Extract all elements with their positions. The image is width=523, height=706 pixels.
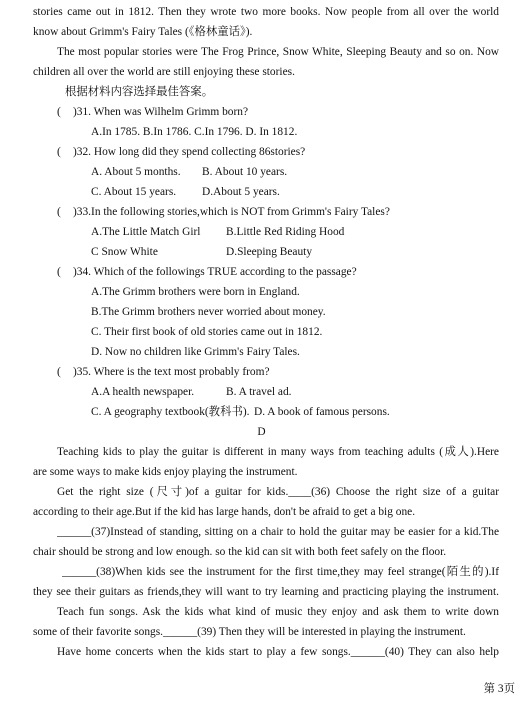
option-text[interactable]: A.In 1785. B.In 1786. C.In 1796. D. In 1812.: [91, 126, 298, 138]
passage-line: The most popular stories were The Frog Prince, Snow White, Sleeping Beauty and so on. Now: [57, 46, 499, 58]
passage-line: Have home concerts when the kids start to play a few songs.______(40) They can also help: [57, 646, 499, 658]
question-stem: )31. When was Wilhelm Grimm born?: [73, 106, 249, 118]
option-text[interactable]: A.The Little Match Girl: [91, 226, 201, 238]
passage-line: some of their favorite songs.______(39) Then they will be interested in playing the instrument.: [33, 626, 466, 638]
passage-line: Get the right size (尺寸)of a guitar for kids.____(36) Choose the right size of a guitar: [57, 486, 499, 498]
answer-paren[interactable]: (: [57, 206, 61, 218]
option-text[interactable]: C Snow White: [91, 246, 158, 258]
passage-line: know about Grimm's Fairy Tales (《格林童话》).: [33, 26, 253, 38]
passage-line: Teach fun songs. Ask the kids what kind of music they enjoy and ask them to write down: [57, 606, 499, 618]
passage-line: are some ways to make kids enjoy playing the instrument.: [33, 466, 298, 478]
passage-line: children all over the world are still enjoying these stories.: [33, 66, 295, 78]
passage-line: Teaching kids to play the guitar is different in many ways from teaching adults (成人).Here: [57, 446, 499, 458]
answer-paren[interactable]: (: [57, 106, 61, 118]
section-heading: D: [257, 426, 266, 438]
option-text[interactable]: D.About 5 years.: [202, 186, 280, 198]
question-stem: )35. Where is the text most probably from?: [73, 366, 270, 378]
option-text[interactable]: B. About 10 years.: [202, 166, 288, 178]
option-text[interactable]: A.A health newspaper.: [91, 386, 195, 398]
option-text[interactable]: D.Sleeping Beauty: [226, 246, 313, 258]
option-text[interactable]: B. A travel ad.: [226, 386, 292, 398]
instruction-text: 根据材料内容选择最佳答案。: [65, 86, 214, 98]
option-text[interactable]: D. Now no children like Grimm's Fairy Tales.: [91, 346, 300, 358]
answer-paren[interactable]: (: [57, 366, 61, 378]
passage-line: ______(37)Instead of standing, sitting on a chair to hold the guitar may be easier for a kid.The: [57, 526, 499, 538]
passage-line: they see their guitars as friends,they will want to try learning and practicing playing the instrument.: [33, 586, 499, 598]
question-stem: )33.In the following stories,which is NOT from Grimm's Fairy Tales?: [73, 206, 390, 218]
option-text[interactable]: C. Their first book of old stories came out in 1812.: [91, 326, 323, 338]
question-stem: )34. Which of the followings TRUE according to the passage?: [73, 266, 357, 278]
passage-line: ______(38)When kids see the instrument for the first time,they may feel strange(陌生的).If: [62, 566, 499, 578]
page-number: 第 3页: [483, 683, 515, 695]
option-text[interactable]: A.The Grimm brothers were born in England.: [91, 286, 300, 298]
question-stem: )32. How long did they spend collecting 86stories?: [73, 146, 306, 158]
option-text[interactable]: C. A geography textbook(教科书).: [91, 406, 250, 418]
option-text[interactable]: B.Little Red Riding Hood: [226, 226, 345, 238]
option-text[interactable]: C. About 15 years.: [91, 186, 177, 198]
passage-line: stories came out in 1812. Then they wrote two more books. Now people from all over the world: [33, 6, 499, 18]
option-text[interactable]: A. About 5 months.: [91, 166, 181, 178]
answer-paren[interactable]: (: [57, 266, 61, 278]
passage-line: chair should be strong and low enough. so the kid can sit with both feet safely on the floor.: [33, 546, 447, 558]
answer-paren[interactable]: (: [57, 146, 61, 158]
passage-line: according to their age.But if the kid has large hands, don't be afraid to get a big one.: [33, 506, 416, 518]
option-text[interactable]: B.The Grimm brothers never worried about money.: [91, 306, 326, 318]
option-text[interactable]: D. A book of famous persons.: [254, 406, 390, 418]
